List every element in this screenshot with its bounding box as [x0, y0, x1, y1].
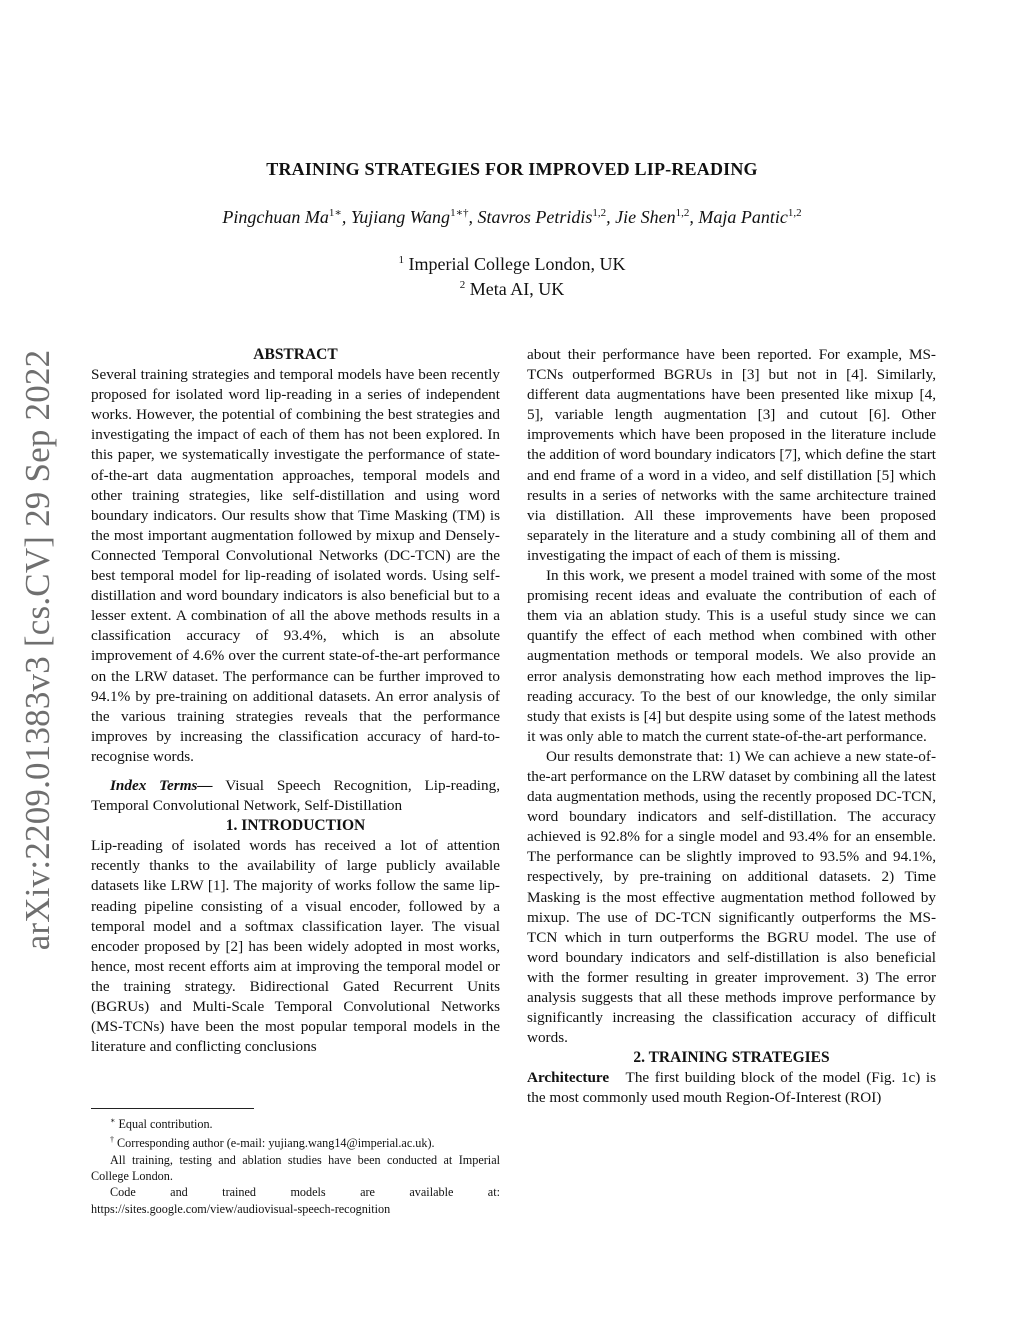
footnotes: [91, 1108, 500, 1217]
architecture-paragraph: [527, 1068, 940, 1108]
intro-paragraph-cont: about their performance have been reported. For example, MS-TCNs outperformed BGRUs in [3] but not in [4]. Similarly, different data augmentations have been presented like mixup [4, 5], variable length augmentation [3] and cutout [6]. Other improvements which have been proposed in the literature include the addition of word boundary indicators [7], which define the start and end frame of a word in a video, and self distillation [5] which results in a series of networks with the same architecture trained via distillation. All these improvements have been proposed separately in the literature and a study combining all of them and investigating the impact of each of them is missing.: [527, 346, 936, 564]
author: Pingchuan $Ma^{1∗}$,: [222, 207, 351, 227]
paper-title: TRAINING STRATEGIES FOR IMPROVED LIP-READING: [266, 159, 758, 179]
right-column: [527, 345, 940, 1109]
affiliation: $^2$ Meta AI, UK: [459, 279, 565, 299]
index-terms-text: Visual Speech Recognition, Lip-reading, Temporal Convolutional Network, Self-Distillation: [91, 776, 501, 815]
footnote: Code and trained models are available at: https://sites.google.com/view/audiovisual-speech-recognition: [91, 1185, 500, 1216]
architecture-text: The first building block of the model (Fig. 1c) is the most commonly used mouth Region-Of-Interest (ROI): [527, 1069, 940, 1107]
arxiv-stamp: [8, 350, 68, 950]
author: Jie Shen$^{1,2}$,: [615, 207, 699, 227]
footnote: † Corresponding author (e-mail: yujiang.wang14@imperial.ac.uk).: [110, 1135, 435, 1151]
footnote-rule: [91, 1108, 254, 1109]
arxiv-id[interactable]: arXiv:2209.01383v3 [cs.CV] 29 Sep 2022: [18, 349, 57, 951]
footnote: All training, testing and ablation studies have been conducted at Imperial College London.: [91, 1152, 500, 1184]
affiliation: $^1$ Imperial College London, UK: [398, 254, 626, 274]
author: Yujiang Wang$^{1∗\dagger}$,: [350, 207, 478, 227]
training-heading: 2. TRAINING STRATEGIES: [633, 1049, 830, 1067]
intro-paragraph: Our results demonstrate that: 1) We can achieve a new state-of-the-art performance on the LRW dataset by combining all the latest data augmentation methods, using the recently proposed DC-TCN, word boundary indicators and self-distillation. The accuracy achieved is 92.8% for a single model and 93.4% for an ensemble. The performance can be slightly improved to 93.5% and 94.1%, respectively, by pre-training on additional datasets. 2) Time Masking is the most effective augmentation method followed by mixup. The use of DC-TCN significantly outperforms the MS-TCN which in turn outperforms the BGRU model. The use of word boundary indicators and self-distillation is also beneficial with the former resulting in greater improvement. 3) The error analysis suggests that all these methods improve performance by significantly increasing the classification accuracy of difficult words.: [527, 747, 936, 1047]
abstract-heading: ABSTRACT: [253, 346, 338, 363]
footnote: ∗ Equal contribution.: [110, 1116, 213, 1132]
index-terms-label: Index Terms—: [110, 776, 213, 794]
intro-heading: 1. INTRODUCTION: [225, 817, 366, 835]
index-terms: [91, 776, 500, 816]
author-list: [0, 206, 1024, 228]
author: Maja Pantic$^{1,2}$: [698, 207, 802, 227]
abstract-text: Several training strategies and temporal models have been recently proposed for isolated word lip-reading in a series of independent works. However, the potential of combining the best strategies and investigating the impact of each of them has not been explored. In this paper, we systematically investigate the performance of state-of-the-art data augmentation approaches, temporal models and other training strategies, like self-distillation and using word boundary indicators. Our results show that Time Masking (TM) is the most important augmentation followed by mixup and Densely-Connected Temporal Convolutional Networks (DC-TCN) are the best temporal model for lip-reading of isolated words. Using self-distillation and word boundary indicators is also beneficial but to a lesser extent. A combination of all the above methods results in a classification accuracy of 93.4%, which is an absolute improvement of 4.6% over the current state-of-the-art performance on the LRW dataset. The performance can be further improved to 94.1% by pre-training on additional datasets. An error analysis of the various training strategies reveals that the performance improves by increasing the classification accuracy of hard-to-recognise words.: [91, 366, 500, 765]
left-column: [91, 345, 500, 1057]
author: Stavros Petridis$^{1,2}$,: [477, 207, 616, 227]
architecture-label: Architecture: [527, 1069, 610, 1087]
intro-paragraph: In this work, we present a model trained with some of the most promising recent ideas and evaluate the contribution of each of them via an ablation study. This is a useful study since we can quantify the effect of each method when combined with other augmentation methods or temporal models. We also provide an error analysis demonstrating how each method improves the lip-reading accuracy. To the best of our knowledge, the only similar study that exists is [4] but despite using some of the latest methods it was only able to match the current state-of-the-art performance.: [527, 567, 936, 745]
intro-paragraph: Lip-reading of isolated words has received a lot of attention recently thanks to the availability of large publicly available datasets like LRW [1]. The majority of works follow the same lip-reading pipeline consisting of a visual encoder, followed by a temporal model and a softmax classification layer. The visual encoder proposed by [2] has been widely adopted in most works, hence, most recent efforts aim at improving the temporal model or the training strategy. Bidirectional Gated Recurrent Units (BGRUs) and Multi-Scale Temporal Convolutional Networks (MS-TCNs) have been the most popular temporal models in the literature and conflicting conclusions: [91, 837, 500, 1056]
